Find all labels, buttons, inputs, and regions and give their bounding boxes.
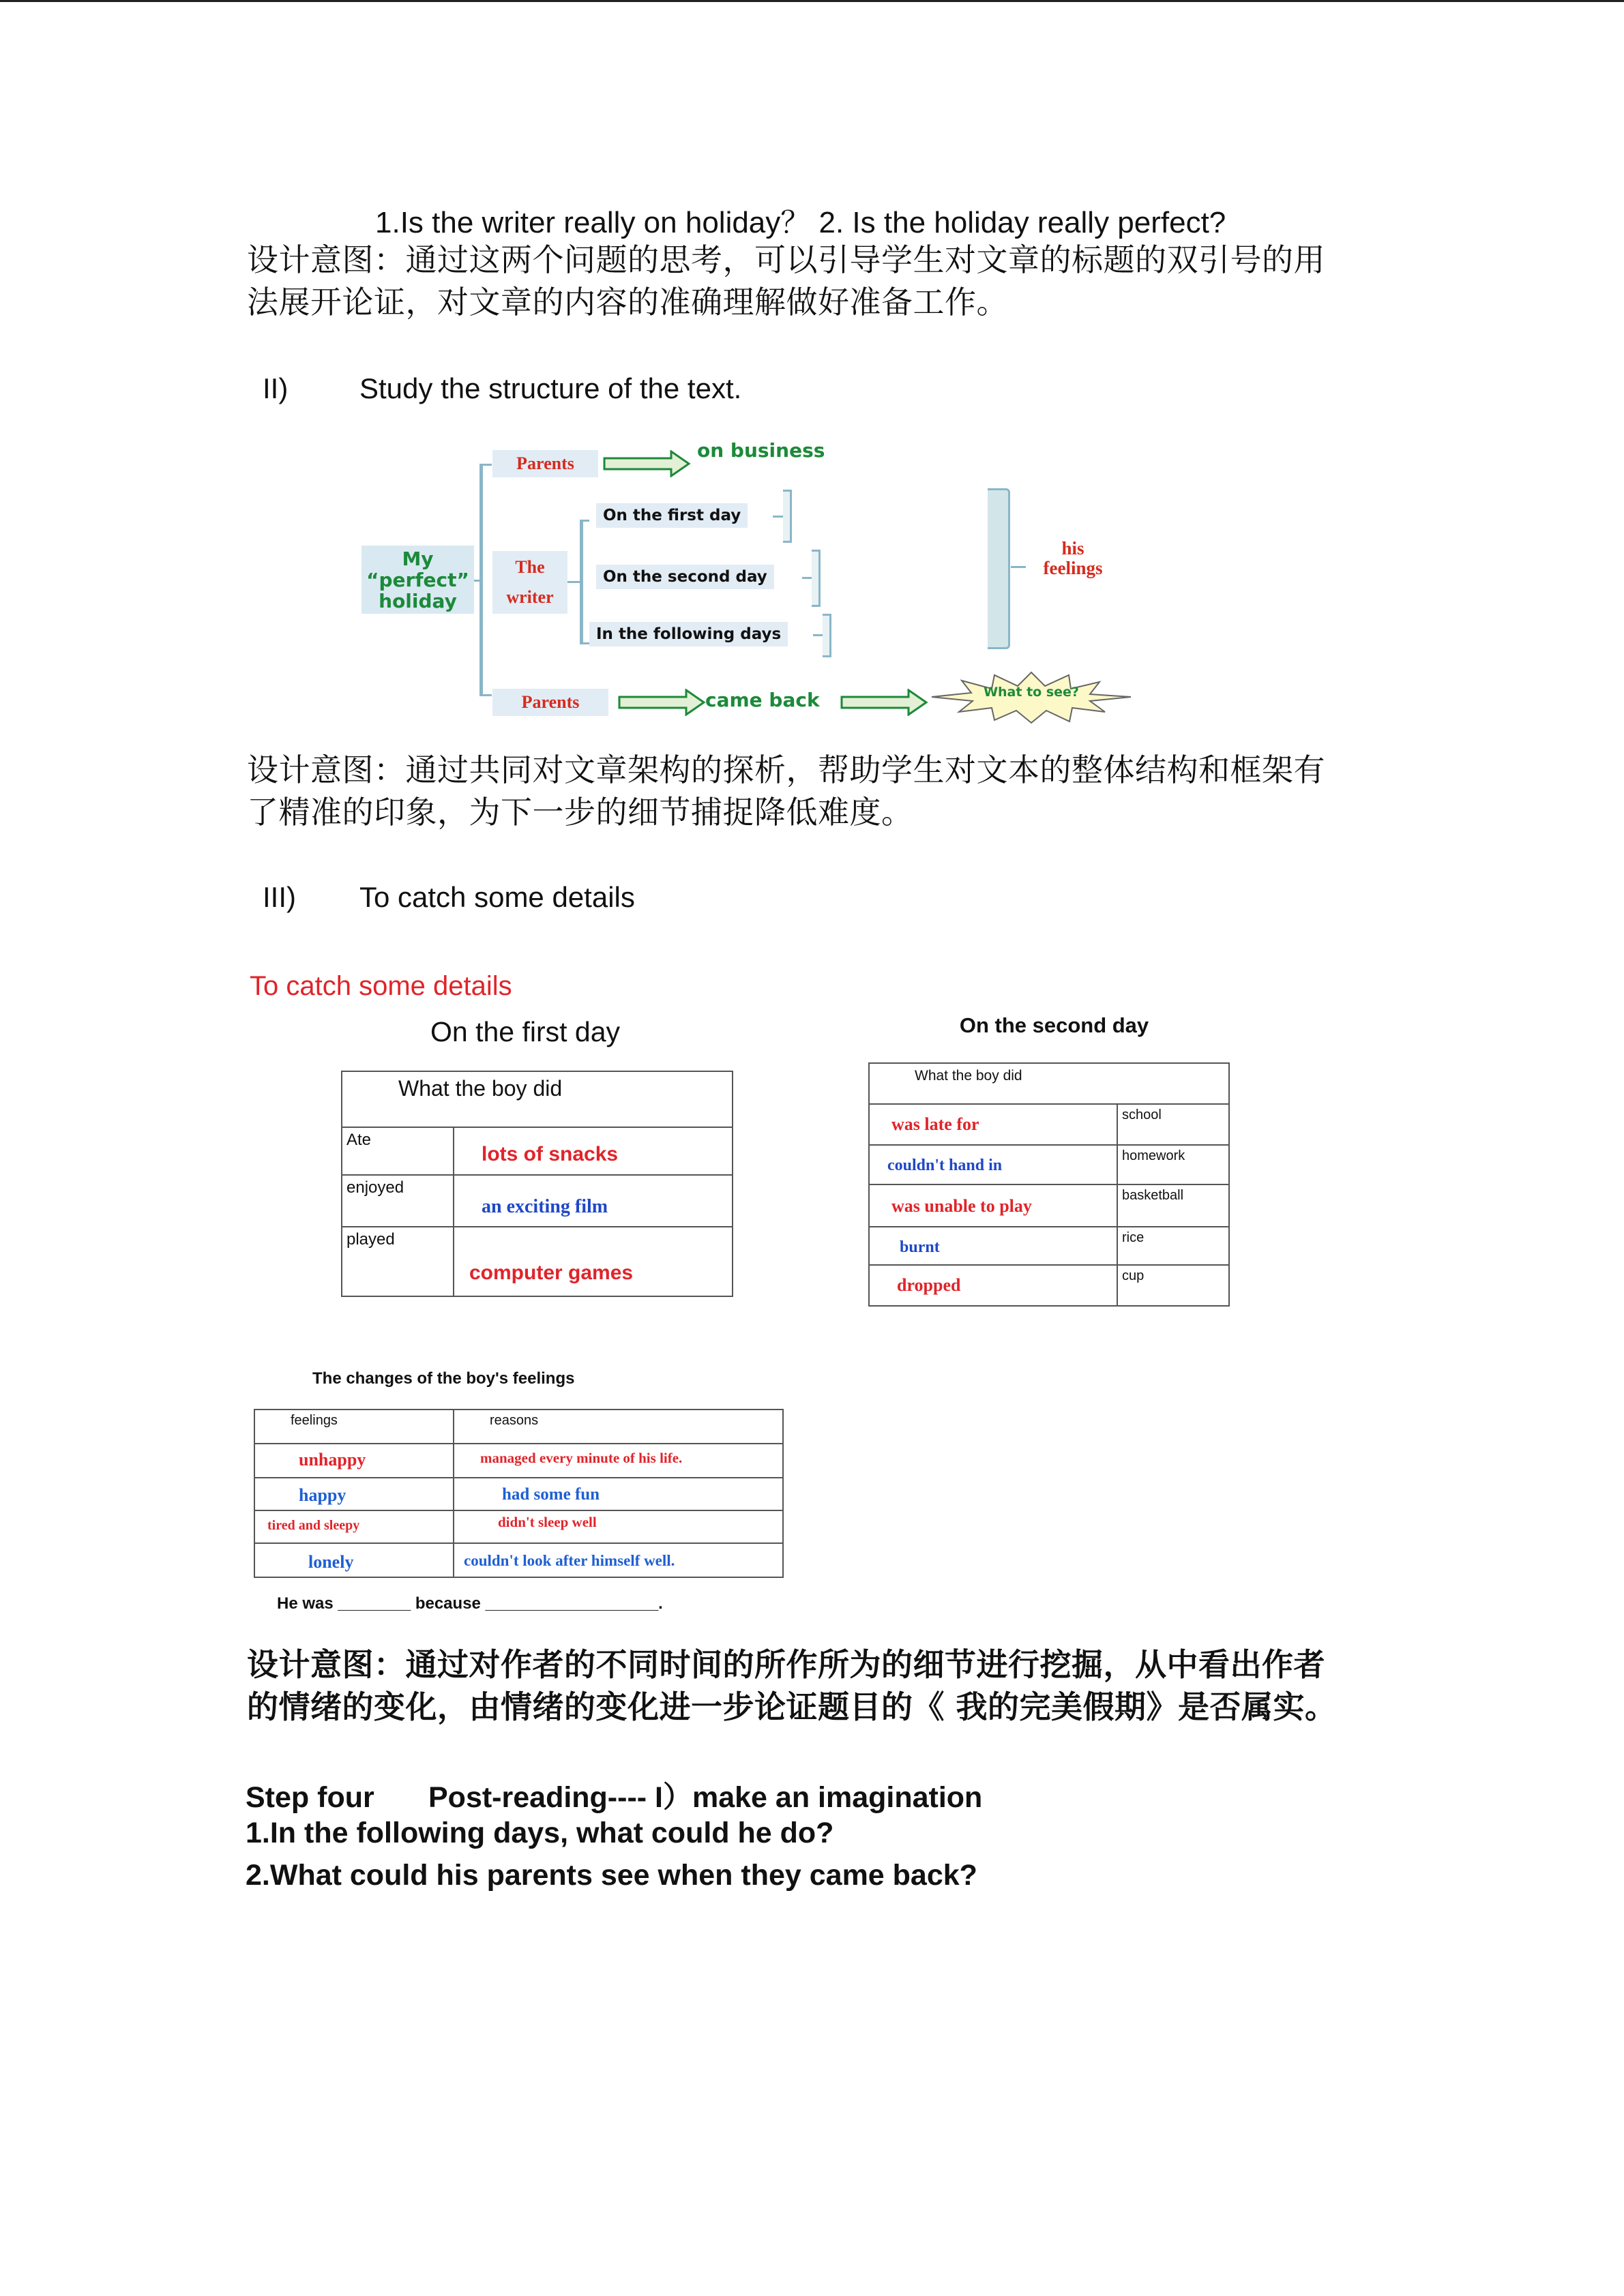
main-brace [479,464,483,696]
design-intent-3-line1: 设计意图：通过对作者的不同时间的所作所为的细节进行挖掘，从中看出作者 [247,1646,1325,1683]
reason-cell: couldn't look after himself well. [454,1543,783,1577]
table-row [869,1227,1229,1265]
design-intent-1-line2: 法展开论证，对文章的内容的准确理解做好准备工作。 [247,284,1008,320]
design-intent-1 [247,239,1379,323]
structure-diagram [355,430,1146,730]
step-title: Post-reading---- I）make an imagination [428,1781,983,1814]
arrow-right-icon [618,689,707,716]
feelings-bracket [988,488,1010,649]
came-back-label: came back [705,689,820,711]
table-row [342,1227,733,1296]
design-intent-2-line1: 设计意图：通过共同对文章架构的探析，帮助学生对文本的整体结构和框架有 [247,751,1325,788]
diagram-center-node [361,546,474,614]
arrow-right-icon [603,450,692,477]
reason-cell: managed every minute of his life. [454,1444,783,1478]
arrow-right-icon [840,689,929,716]
table-row [869,1265,1229,1306]
day-second: On the second day [596,565,774,589]
first-day-verb: Ate [342,1127,454,1175]
feelings-col-header: feelings [254,1410,454,1444]
feeling-cell: tired and sleepy [254,1510,454,1543]
second-day-table [868,1062,1230,1307]
table-row [342,1175,733,1227]
first-day-header: What the boy did [342,1071,733,1127]
center-text-2: “perfect” [366,568,469,591]
table-row [342,1127,733,1175]
writer-text-1: The [515,557,545,577]
step-four-heading [246,1774,982,1816]
table-row [254,1510,783,1543]
first-day-detail: an exciting film [454,1175,733,1227]
first-day-detail: lots of snacks [454,1127,733,1175]
feelings-text-1: his [1061,538,1084,558]
section-heading-2 [263,372,741,405]
reason-cell: didn't sleep well [454,1510,783,1543]
step-label: Step four [246,1781,374,1814]
parents-top-label: Parents [492,450,598,477]
guiding-questions: 1.Is the writer really on holiday？ 2. Is the holiday really perfect? [375,206,1226,239]
imagination-question-2: 2.What could his parents see when they came back? [246,1859,977,1892]
first-day-verb: enjoyed [342,1175,454,1227]
first-day-detail: computer games [454,1227,733,1296]
section-heading-3 [263,881,635,914]
design-intent-2-line2: 了精准的印象，为下一步的细节捕捉降低难度。 [247,794,913,831]
imagination-question-1: 1.In the following days, what could he do? [246,1817,834,1849]
second-day-object: rice [1117,1227,1229,1265]
second-day-object: basketball [1117,1184,1229,1227]
writer-label [492,551,567,614]
details-heading: To catch some details [250,971,512,1001]
writer-text-2: writer [506,587,554,607]
table-row [254,1444,783,1478]
section-number: II) [263,372,289,404]
feelings-text-2: feelings [1043,558,1103,578]
second-day-object: cup [1117,1265,1229,1306]
design-intent-1-line1: 设计意图：通过这两个问题的思考，可以引导学生对文章的标题的双引号的用 [247,241,1325,278]
feelings-title: The changes of the boy's feelings [312,1369,575,1388]
first-day-verb: played [342,1227,454,1296]
second-day-title: On the second day [959,1013,1149,1037]
section-title: Study the structure of the text. [359,372,742,404]
day-first: On the first day [596,503,748,528]
reason-cell: had some fun [454,1478,783,1510]
section-number: III) [263,881,296,913]
section-title: To catch some details [359,881,635,913]
feeling-cell: happy [254,1478,454,1510]
design-intent-3-line2: 的情绪的变化，由情绪的变化进一步论证题目的《 我的完美假期》是否属实。 [247,1688,1337,1725]
feelings-table [254,1409,784,1578]
fill-in-sentence: He was ________ because ___________________. [277,1594,663,1613]
design-intent-3 [247,1643,1379,1728]
table-row [254,1478,783,1510]
second-day-header: What the boy did [869,1063,1229,1104]
writer-brace [580,520,583,642]
feelings-label [1022,539,1124,578]
day-following: In the following days [589,622,788,646]
first-day-table [341,1071,733,1297]
second-day-action: dropped [869,1265,1117,1306]
center-text-3: holiday [379,589,457,612]
top-border [0,0,1624,2]
second-day-object: homework [1117,1145,1229,1184]
first-day-title: On the first day [430,1016,620,1047]
second-day-object: school [1117,1104,1229,1145]
second-day-action: was unable to play [869,1184,1117,1227]
second-day-action: couldn't hand in [869,1145,1117,1184]
what-to-see-label: What to see? [984,685,1079,700]
second-day-action: was late for [869,1104,1117,1145]
parents-bottom-label: Parents [492,689,608,716]
design-intent-2 [247,749,1379,833]
center-text-1: My [402,547,434,570]
table-row [869,1104,1229,1145]
reasons-col-header: reasons [454,1410,783,1444]
table-row [254,1543,783,1577]
table-row [869,1184,1229,1227]
feeling-cell: unhappy [254,1444,454,1478]
on-business-label: on business [697,439,825,462]
feeling-cell: lonely [254,1543,454,1577]
table-row [869,1145,1229,1184]
second-day-action: burnt [869,1227,1117,1265]
